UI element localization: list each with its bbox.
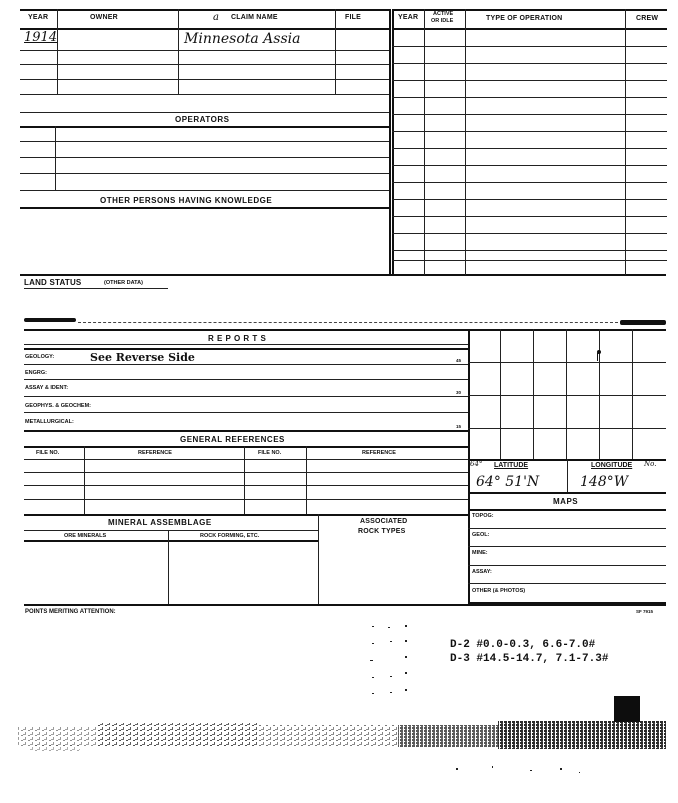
grid-mark-tail <box>597 353 598 361</box>
general-references-title: GENERAL REFERENCES <box>180 435 285 444</box>
year-entry: 1914 <box>24 30 58 45</box>
header-claim-name: CLAIM NAME <box>231 14 278 21</box>
lon-suffix: No. <box>644 460 657 468</box>
header-year: YEAR <box>28 14 49 21</box>
right-header-crew: CREW <box>636 15 659 22</box>
geology-label: GEOLOGY: <box>25 354 55 360</box>
reports-title: R E P O R T S <box>208 334 267 343</box>
other-persons-title: OTHER PERSONS HAVING KNOWLEDGE <box>100 196 273 205</box>
geology-value: See Reverse Side <box>90 351 195 364</box>
col-file-no-2: FILE NO. <box>258 450 282 456</box>
longitude-label: LONGITUDE <box>591 462 633 469</box>
right-header-idle: OR IDLE <box>431 18 454 24</box>
scan-noise <box>0 715 678 775</box>
col-reference-2: REFERENCE <box>362 450 396 456</box>
right-header-type: TYPE OF OPERATION <box>486 15 563 22</box>
latitude-label: LATITUDE <box>494 462 529 469</box>
mark-45: 45 <box>456 358 462 363</box>
operators-title: OPERATORS <box>175 115 230 124</box>
maps-title: MAPS <box>553 497 579 506</box>
note-line-1: D-2 #0.0-0.3, 6.6-7.0# <box>450 639 596 651</box>
rock-forming-label: ROCK FORMING, ETC. <box>200 533 260 539</box>
mineral-title: MINERAL ASSEMBLAGE <box>108 518 212 527</box>
longitude-value: 148°W <box>580 474 629 490</box>
maps-mine: MINE: <box>472 550 488 556</box>
geophys-label: GEOPHYS. & GEOCHEM: <box>25 403 92 409</box>
maps-geol: GEOL: <box>472 532 490 538</box>
assay-label: ASSAY & IDENT: <box>25 385 69 391</box>
engrg-label: ENGRG: <box>25 370 47 376</box>
header-owner: OWNER <box>90 14 118 21</box>
col-file-no-1: FILE NO. <box>36 450 60 456</box>
rock-types-label: ROCK TYPES <box>358 528 406 535</box>
land-status-label: LAND STATUS <box>24 278 82 287</box>
header-file: FILE <box>345 14 361 21</box>
right-header-year: YEAR <box>398 14 419 21</box>
form-number: SF 7915 <box>636 609 654 614</box>
maps-assay: ASSAY: <box>472 569 492 575</box>
mark-30: 30 <box>456 390 462 395</box>
latitude-value: 64° 51'N <box>476 474 540 490</box>
maps-topog: TOPOG: <box>472 513 494 519</box>
col-reference-1: REFERENCE <box>138 450 172 456</box>
ore-minerals-label: ORE MINERALS <box>64 533 107 539</box>
mark-15: 15 <box>456 424 462 429</box>
claim-entry: Minnesota Assia <box>184 31 301 47</box>
associated-label: ASSOCIATED <box>360 518 408 525</box>
points-label: POINTS MERITING ATTENTION: <box>25 609 116 615</box>
right-header-active: ACTIVE <box>433 11 454 17</box>
lat-prefix: 64° <box>470 460 483 468</box>
claim-mark: a <box>213 12 219 23</box>
land-status-sub: (OTHER DATA) <box>104 280 143 286</box>
maps-other: OTHER (& PHOTOS) <box>472 588 526 594</box>
note-line-2: D-3 #14.5-14.7, 7.1-7.3# <box>450 653 609 665</box>
metallurgical-label: METALLURGICAL: <box>25 419 74 425</box>
